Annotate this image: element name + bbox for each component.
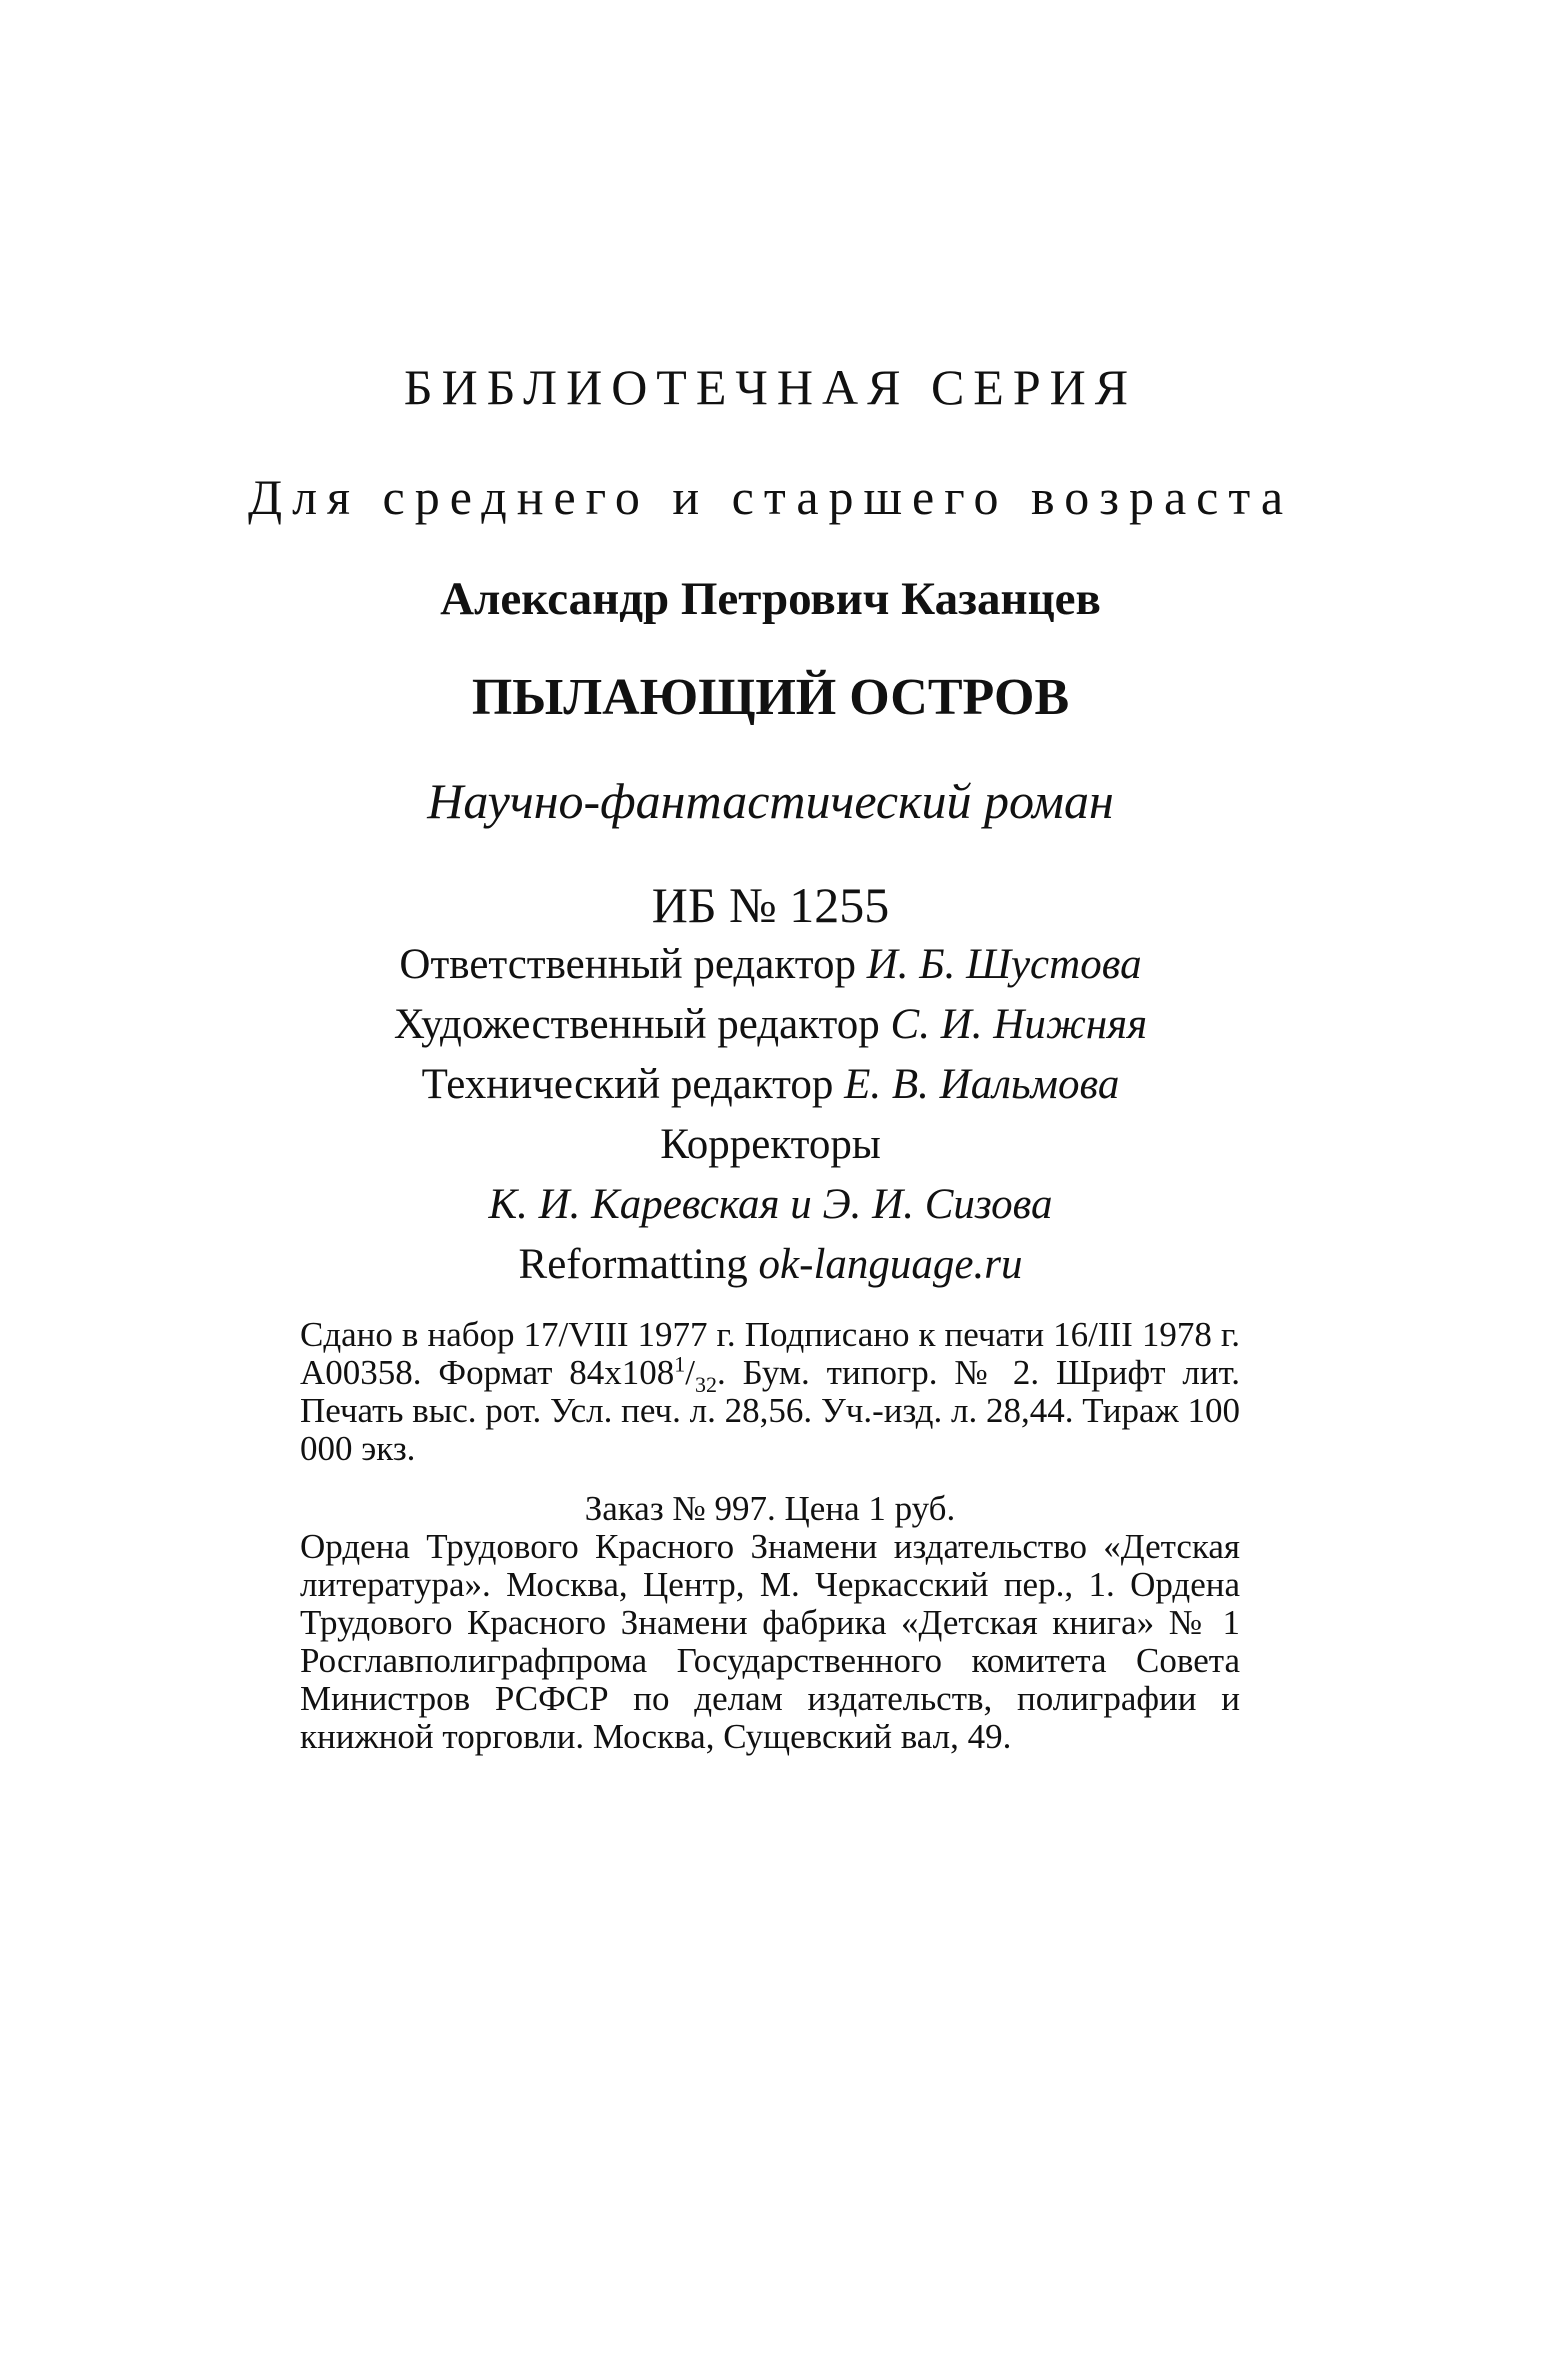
format-superscript: 1 — [674, 1351, 686, 1377]
tech-editor-name: Е. В. Иальмова — [844, 1061, 1120, 1108]
print-details-paragraph — [300, 1316, 1240, 1468]
reformatting-label: Reformatting — [518, 1241, 748, 1288]
order-price-line: Заказ № 997. Цена 1 руб. — [584, 1489, 956, 1528]
responsible-editor-label: Ответственный редактор — [399, 941, 856, 988]
book-title: ПЫЛАЮЩИЙ ОСТРОВ — [471, 669, 1070, 726]
print-details-text-end: . Бум. типогр. № 2. Шрифт лит. Печать выс. рот. Усл. печ. л. 28,56. Уч.-изд. л. 28,44. Тираж 100 000 экз. — [300, 1353, 1241, 1468]
responsible-editor-name: И. Б. Шустова — [866, 941, 1142, 988]
tech-editor-label: Технический редактор — [421, 1061, 834, 1108]
responsible-editor-line — [0, 940, 1541, 989]
reformatting-site: ok-language.ru — [758, 1241, 1023, 1288]
art-editor-name: С. И. Нижняя — [890, 1001, 1148, 1048]
genre-line: Научно-фантастический роман — [427, 773, 1114, 829]
ib-number: ИБ № 1255 — [651, 877, 890, 933]
reformatting-line — [0, 1240, 1541, 1289]
author-name: Александр Петрович Казанцев — [440, 573, 1101, 625]
art-editor-line — [0, 1000, 1541, 1049]
art-editor-label: Художественный редактор — [393, 1001, 880, 1048]
tech-editor-line — [0, 1060, 1541, 1109]
proofreaders-names: К. И. Каревская и Э. И. Сизова — [488, 1181, 1053, 1228]
format-slash: / — [685, 1353, 695, 1392]
age-group-line: Для среднего и старшего возраста — [247, 469, 1294, 525]
proofreaders-label: Корректоры — [660, 1121, 881, 1168]
print-details-text-start: Сдано в набор 17/VIII 1977 г. Подписано к печати 16/III 1978 г. А00358. Формат 84х108 — [300, 1315, 1240, 1392]
publisher-paragraph: Ордена Трудового Красного Знамени издательство «Детская литература». Москва, Центр, М. Черкасский пер., 1. Ордена Трудового Красного Знамени фабрика «Детская книга» № 1 Росглавполиграфпрома Государственного комитета Совета Министров РСФСР по делам издательств, полиграфии и книжной торговли. Москва, Сущевский вал, 49. — [300, 1527, 1240, 1756]
library-series-heading: БИБЛИОТЕЧНАЯ СЕРИЯ — [403, 359, 1138, 415]
format-subscript: 32 — [695, 1372, 717, 1397]
